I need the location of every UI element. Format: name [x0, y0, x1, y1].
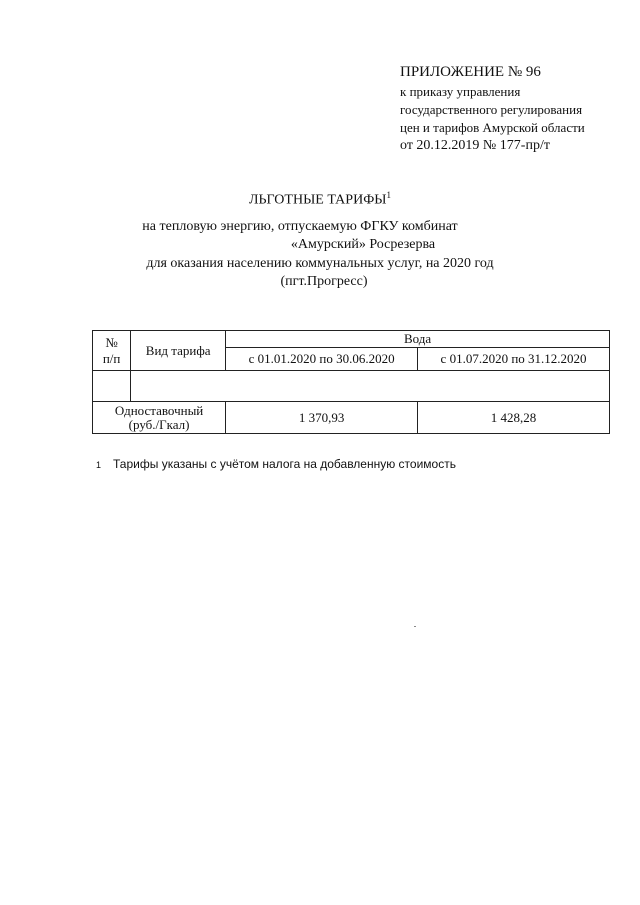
header-tariff-type: Вид тарифа — [131, 331, 226, 371]
subtitle-line-3: для оказания населению коммунальных услуг, на 2020 год — [146, 256, 494, 271]
header-number: № п/п — [93, 331, 131, 371]
footnote-mark: 1 — [96, 460, 102, 470]
tariff-table — [92, 330, 610, 434]
header-water: Вода — [226, 331, 610, 348]
table-row — [93, 402, 610, 434]
footnote-text: Тарифы указаны с учётом налога на добавленную стоимость — [113, 457, 456, 471]
title-footnote-mark: 1 — [386, 190, 391, 200]
appendix-line-1: к приказу управления — [400, 84, 521, 99]
row-value-period-1: 1 370,93 — [226, 402, 418, 434]
document-title — [0, 190, 640, 209]
appendix-line-2: государственного регулирования — [400, 102, 583, 117]
footnote — [96, 457, 456, 471]
appendix-date-line: от 20.12.2019 № 177-пр/т — [400, 138, 550, 153]
subtitle-line-4: (пгт.Прогресс) — [280, 274, 368, 289]
blank-cell-merged — [131, 371, 610, 402]
header-period-2: с 01.07.2020 по 31.12.2020 — [418, 348, 610, 371]
subtitle-line-1: на тепловую энергию, отпускаемую ФГКУ комбинат — [142, 219, 458, 234]
subtitle-line-2: «Амурский» Росрезерва — [290, 237, 436, 252]
row-tariff-type: Одноставочный (руб./Гкал) — [93, 402, 226, 434]
appendix-title: ПРИЛОЖЕНИЕ № 96 — [400, 64, 541, 80]
header-period-1: с 01.01.2020 по 30.06.2020 — [226, 348, 418, 371]
document-title-text: ЛЬГОТНЫЕ ТАРИФЫ — [249, 192, 387, 208]
blank-cell-number — [93, 371, 131, 402]
table-blank-row — [93, 371, 610, 402]
row-value-period-2: 1 428,28 — [418, 402, 610, 434]
table-header-row-1 — [93, 331, 610, 348]
appendix-line-3: цен и тарифов Амурской области — [400, 120, 585, 135]
scan-speck — [414, 626, 416, 627]
appendix-block — [400, 63, 630, 155]
